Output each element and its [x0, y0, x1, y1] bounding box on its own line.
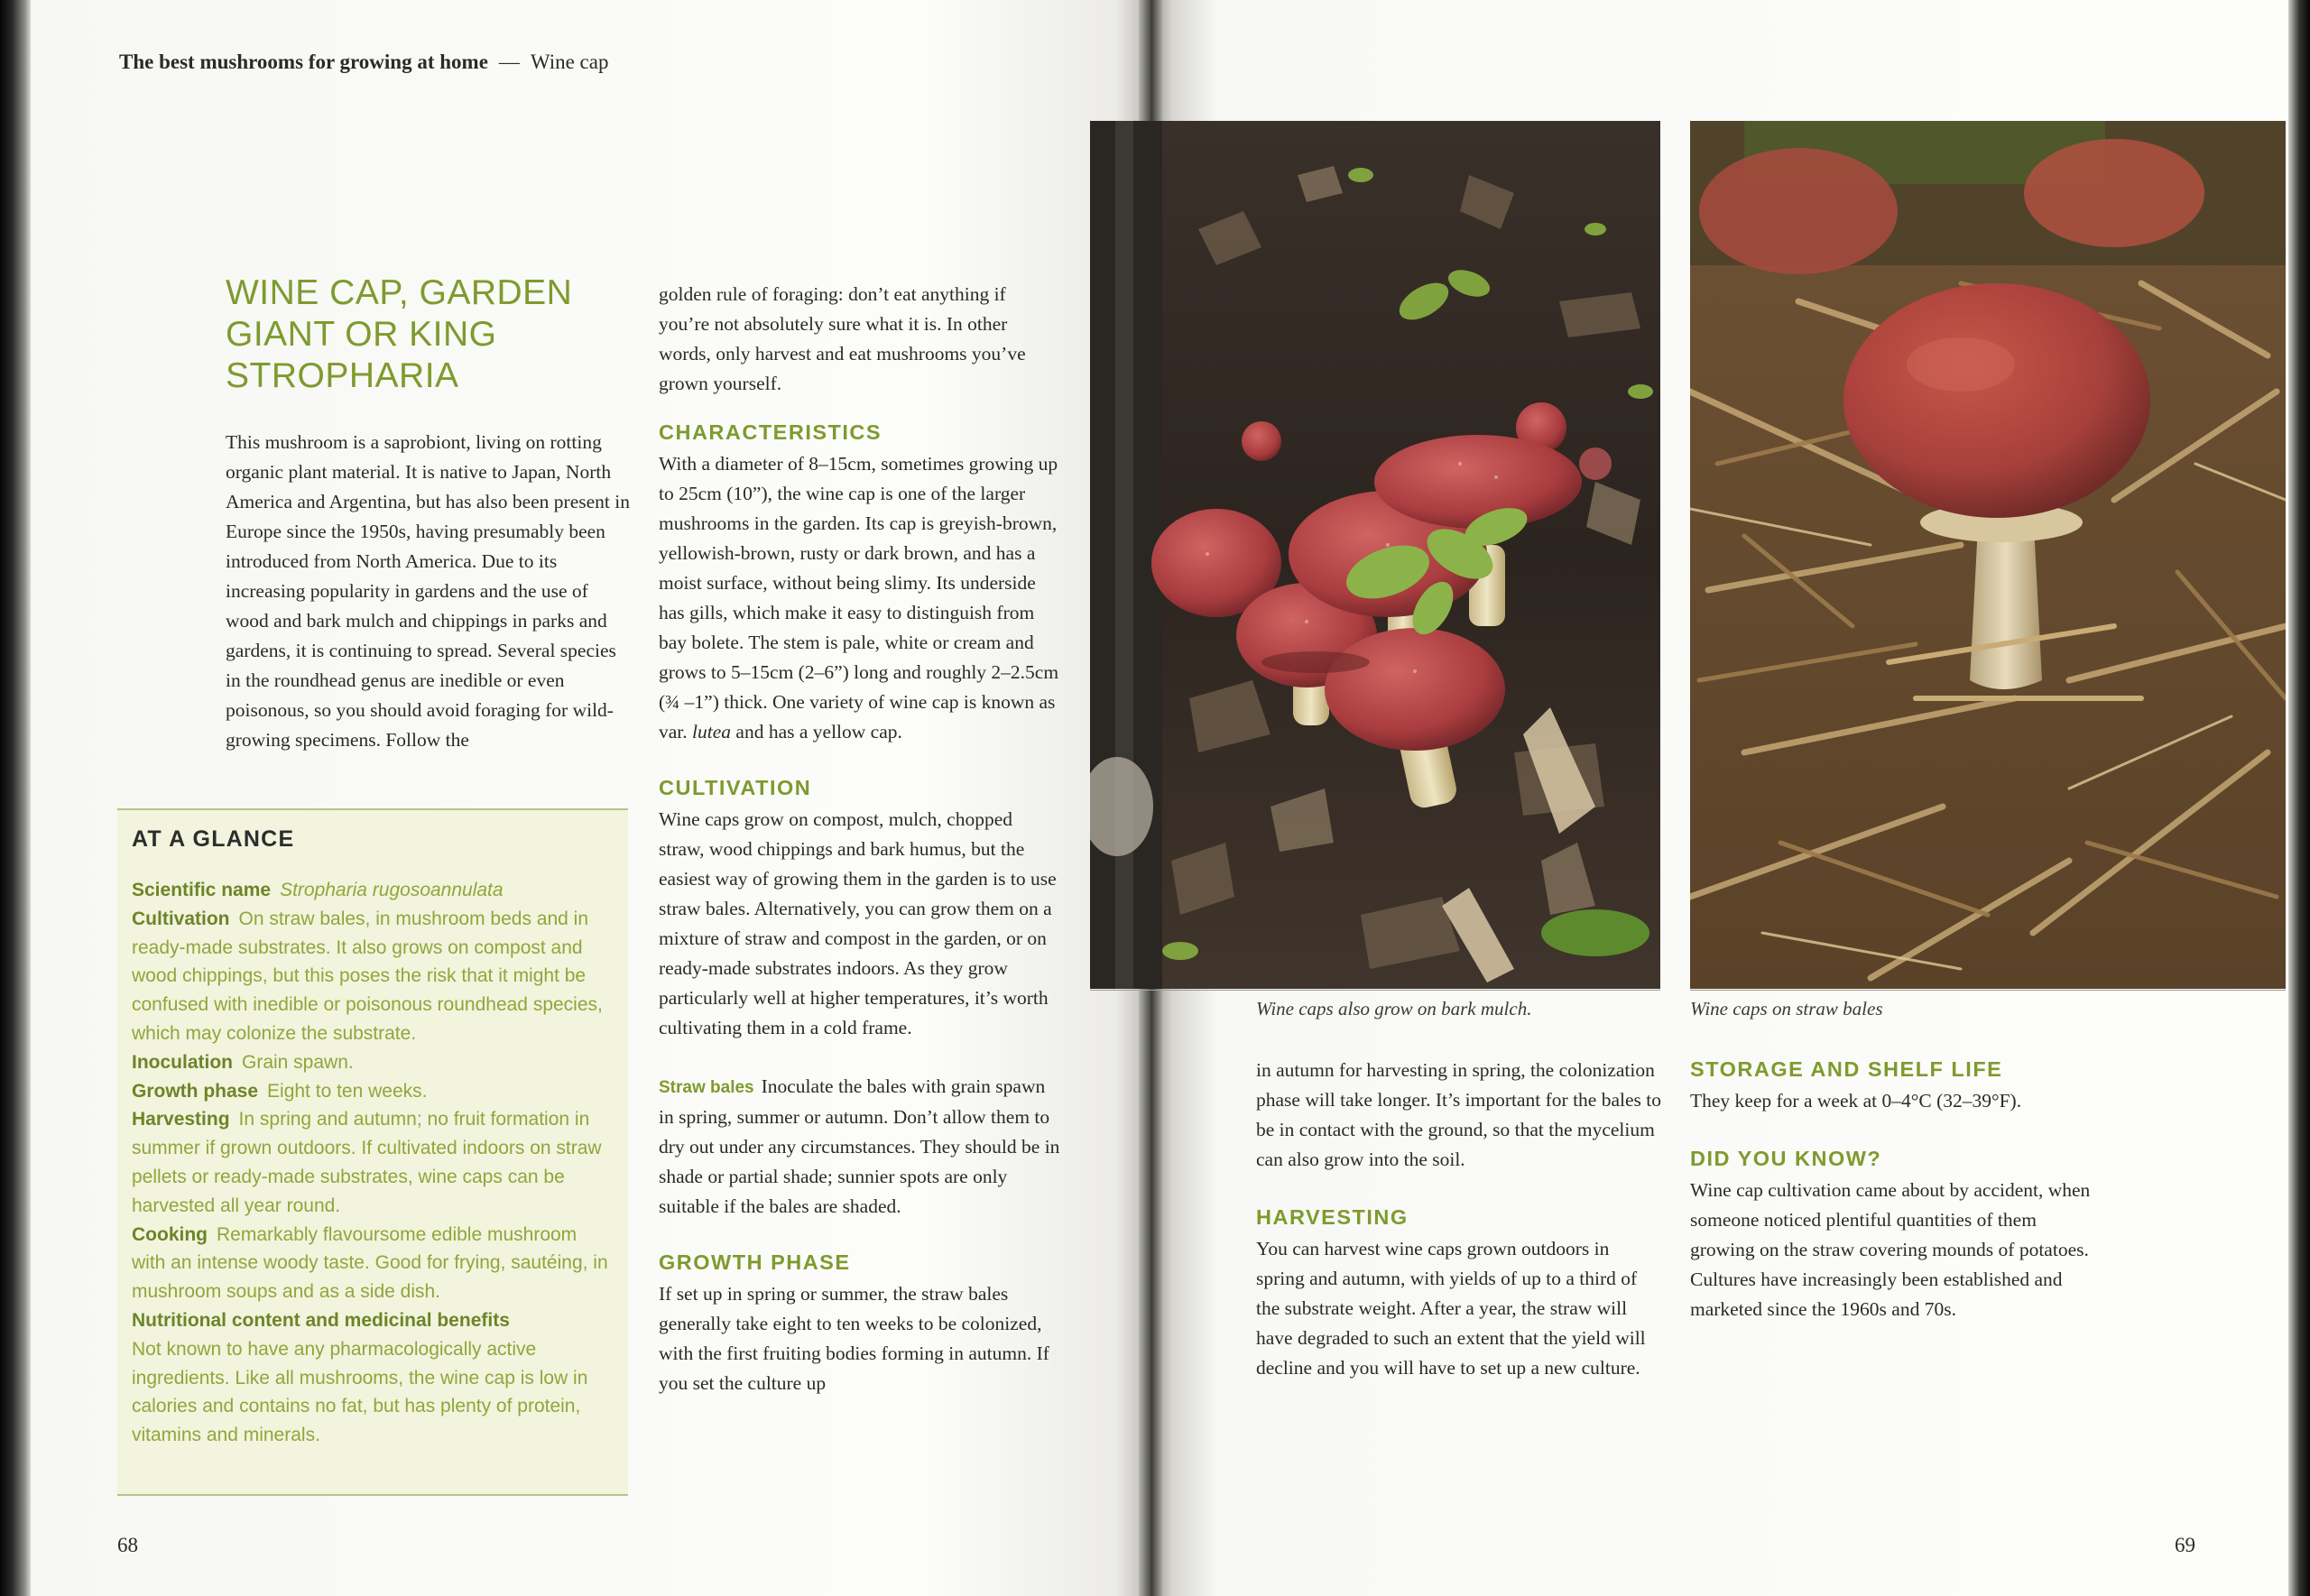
glance-label: Cultivation	[132, 908, 230, 929]
title-line-1: WINE CAP, GARDEN	[226, 273, 573, 312]
photo-mushroom-straw-bales	[1690, 121, 2286, 989]
caption-photo-2: Wine caps on straw bales	[1690, 998, 1883, 1019]
at-a-glance-box	[117, 808, 628, 1496]
glance-value: On straw bales, in mushroom beds and in ready-made substrates. It also grows on compost and wood chippings, but this poses the risk that it might be confused with inedible or poisonous roundhead species, which may colonize the substrate.	[132, 908, 603, 1044]
intro-paragraph	[226, 428, 632, 755]
characteristics-text-a: With a diameter of 8–15cm, sometimes growing up to 25cm (10”), the wine cap is one of the larger mushrooms in the garden. Its cap is greyish-brown, yellowish-brown, rusty or dark brown, and has a moist surface, without being slimy. Its underside has gills, which make it easy to distinguish from bay bolete. The stem is pale, white or cream and grows to 5–15cm (2–6”) long and roughly 2–2.5cm (¾ –1”) thick. One variety of wine cap is known as var.	[659, 453, 1059, 743]
photo-mushrooms-bark-mulch	[1090, 121, 1660, 989]
storage-text: They keep for a week at 0–4°C (32–39°F).	[1690, 1090, 2022, 1112]
glance-cultivation	[132, 905, 614, 1048]
growth-phase-text: If set up in spring or summer, the straw bales generally take eight to ten weeks to be colonized, with the first fruiting bodies forming in autumn. If you set the culture up	[659, 1283, 1049, 1394]
col3-continuation: in autumn for harvesting in spring, the colonization phase will take longer. It’s important for the bales to be in contact with the ground, so that the mycelium can also grow into the soil.	[1256, 1059, 1662, 1170]
heading-did-you-know: DID YOU KNOW?	[1690, 1147, 1882, 1170]
straw-bales-text: Inoculate the bales with grain spawn in spring, summer or autumn. Don’t allow them to dry out under any circumstances. They should be in shade or partial shade; sunnier spots are only suitable if the bales are shaded.	[659, 1075, 1060, 1217]
did-you-know-text: Wine cap cultivation came about by accident, when someone noticed plentiful quantities of them growing on the straw covering mounds of potatoes. Cultures have increasingly been established and marketed since the 1960s and 70s.	[1690, 1179, 2091, 1320]
caption-rule-2	[1690, 990, 2286, 991]
mushrooms-on-bark-mulch-photo-icon	[1090, 121, 1660, 989]
heading-characteristics: CHARACTERISTICS	[659, 420, 882, 444]
at-a-glance-title: AT A GLANCE	[132, 826, 295, 852]
glance-value: Eight to ten weeks.	[267, 1080, 428, 1102]
title-line-2: GIANT OR KING	[226, 315, 497, 354]
characteristics-text	[659, 449, 1060, 747]
cultivation-text: Wine caps grow on compost, mulch, chopped straw, wood chippings and bark humus, but the easiest way of growing them in the garden is to use straw bales. Alternatively, you can grow them on a mixture of straw and compost in the garden, or on ready-made substrates indoors. As they grow particularly well at higher temperatures, it’s worth cultivating them in a cold frame.	[659, 808, 1057, 1038]
glance-cooking	[132, 1221, 614, 1306]
glance-label: Inoculation	[132, 1051, 233, 1073]
col2-continuation: golden rule of foraging: don’t eat anything if you’re not absolutely sure what it is. In other words, only harvest and eat mushrooms you’ve grown yourself.	[659, 283, 1026, 394]
running-head-separator: —	[498, 51, 520, 73]
glance-label: Harvesting	[132, 1109, 230, 1130]
scan-edge-right	[2288, 0, 2310, 1596]
running-head-chapter: The best mushrooms for growing at home	[119, 51, 488, 73]
title-line-3: STROPHARIA	[226, 356, 459, 395]
page-number-left: 68	[117, 1534, 138, 1556]
mushroom-on-straw-photo-icon	[1690, 121, 2286, 989]
running-head	[119, 51, 608, 74]
heading-harvesting: HARVESTING	[1256, 1205, 1409, 1229]
heading-cultivation: CULTIVATION	[659, 776, 812, 799]
scan-edge-left	[0, 0, 31, 1596]
glance-value: Not known to have any pharmacologically active ingredients. Like all mushrooms, the wine cap is low in calories and contains no fat, but has plenty of protein, vitamins and minerals.	[132, 1338, 588, 1446]
glance-label: Nutritional content and medicinal benefits	[132, 1309, 510, 1331]
glance-label: Cooking	[132, 1223, 208, 1245]
straw-bales-paragraph	[659, 1072, 1060, 1222]
glance-inoculation	[132, 1048, 614, 1077]
body-column-4	[1690, 1056, 2105, 1324]
body-column-3	[1256, 1056, 1662, 1383]
glance-value: Grain spawn.	[242, 1051, 354, 1073]
caption-photo-1: Wine caps also grow on bark mulch.	[1256, 998, 1532, 1019]
caption-rule-1	[1090, 990, 1660, 991]
glance-harvesting	[132, 1105, 614, 1220]
glance-value: Stropharia rugosoannulata	[280, 880, 504, 900]
glance-value: Remarkably flavoursome edible mushroom with an intense woody taste. Good for frying, sautéing, in mushroom soups and as a side dish.	[132, 1223, 608, 1303]
variety-name: lutea	[692, 721, 732, 743]
characteristics-text-b: and has a yellow cap.	[735, 721, 902, 743]
glance-label: Scientific name	[132, 880, 272, 900]
glance-label: Growth phase	[132, 1080, 259, 1102]
glance-scientific-name	[132, 876, 614, 905]
heading-storage: STORAGE AND SHELF LIFE	[1690, 1057, 2003, 1081]
body-column-2	[659, 280, 1060, 1398]
page-title	[226, 272, 641, 397]
running-head-section: Wine cap	[530, 51, 609, 73]
heading-straw-bales: Straw bales	[659, 1078, 754, 1097]
glance-nutrition	[132, 1306, 614, 1450]
page-number-right: 69	[2175, 1534, 2195, 1556]
heading-growth-phase: GROWTH PHASE	[659, 1250, 851, 1274]
glance-value: In spring and autumn; no fruit formation in summer if grown outdoors. If cultivated indoors on straw pellets or ready-made substrates, wine caps can be harvested all year round.	[132, 1109, 602, 1216]
intro-text: This mushroom is a saprobiont, living on rotting organic plant material. It is native to Japan, North America and Argentina, but has also been present in Europe since the 1950s, having presumably been introduced from North America. Due to its increasing popularity in gardens and the use of wood and bark mulch and chippings in parks and gardens, it is continuing to spread. Several species in the roundhead genus are inedible or even poisonous, so you should avoid foraging for wild-growing specimens. Follow the	[226, 431, 630, 751]
harvesting-text: You can harvest wine caps grown outdoors in spring and autumn, with yields of up to a third of the substrate weight. After a year, the straw will have degraded to such an extent that the yield will decline and you will have to set up a new culture.	[1256, 1238, 1646, 1379]
glance-growth-phase	[132, 1077, 614, 1106]
